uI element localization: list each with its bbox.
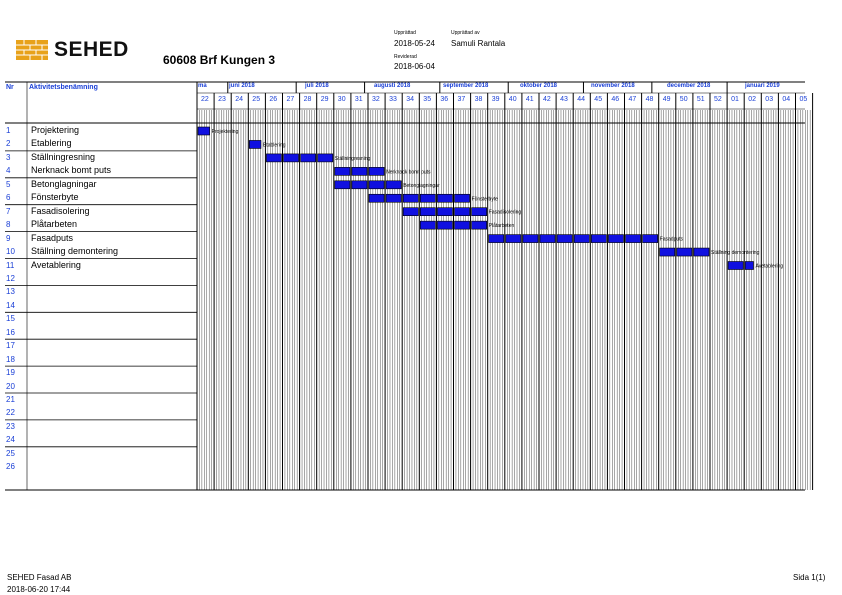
gantt-bar-label: Projektering xyxy=(211,129,239,135)
gantt-bar xyxy=(557,235,572,243)
week-label: 05 xyxy=(799,96,808,103)
row-number: 23 xyxy=(6,421,15,431)
gantt-bar xyxy=(369,181,384,189)
row-number: 16 xyxy=(6,327,15,337)
week-label: 49 xyxy=(662,96,671,103)
week-label: 48 xyxy=(645,96,654,103)
activity-name: Avetablering xyxy=(31,259,81,270)
activity-name: Fasadisolering xyxy=(31,205,90,216)
week-label: 40 xyxy=(508,96,517,103)
gantt-bar-label: Ställning demontering xyxy=(711,250,760,257)
month-label: oktober 2018 xyxy=(520,83,558,89)
gantt-bar xyxy=(335,167,350,175)
week-label: 45 xyxy=(594,96,603,103)
revised-label: Reviderad xyxy=(394,54,417,60)
created-date: 2018-05-24 xyxy=(394,39,435,48)
week-label: 25 xyxy=(252,96,261,103)
row-number: 8 xyxy=(6,220,11,230)
row-number: 15 xyxy=(6,314,15,324)
gantt-bar xyxy=(523,235,538,243)
row-number: 13 xyxy=(6,287,15,297)
gantt-bar xyxy=(301,154,316,162)
author-label: Upprättad av xyxy=(451,30,480,36)
gantt-bar xyxy=(284,154,299,162)
gantt-bar xyxy=(540,235,555,243)
week-label: 22 xyxy=(201,96,209,103)
row-number: 10 xyxy=(6,247,15,257)
gantt-bar xyxy=(437,221,452,229)
week-label: 23 xyxy=(218,96,226,103)
week-label: 33 xyxy=(389,96,397,103)
created-label: Upprättad xyxy=(394,30,416,36)
row-number: 12 xyxy=(6,273,15,283)
row-number: 20 xyxy=(6,381,15,391)
gantt-bar xyxy=(420,208,435,216)
week-label: 36 xyxy=(440,96,449,103)
gantt-bar xyxy=(386,181,401,189)
gantt-bar xyxy=(677,248,692,256)
week-label: 04 xyxy=(782,96,791,103)
activity-name: Ställning demontering xyxy=(31,246,119,257)
column-header-nr: Nr xyxy=(6,84,14,91)
logo-text: SEHED xyxy=(54,38,129,61)
week-label: 26 xyxy=(269,96,278,103)
week-label: 31 xyxy=(354,96,363,103)
author-name: Samuli Rantala xyxy=(451,39,506,48)
row-number: 17 xyxy=(6,341,15,351)
gantt-bar xyxy=(574,235,589,243)
month-label: december 2018 xyxy=(667,83,711,89)
row-number: 21 xyxy=(6,395,15,404)
week-label: 50 xyxy=(679,96,688,103)
week-label: 29 xyxy=(320,96,329,103)
gantt-bar xyxy=(403,208,418,216)
gantt-bar xyxy=(198,127,210,135)
row-number: 22 xyxy=(6,408,15,418)
activity-name: Etablering xyxy=(31,138,72,149)
row-number: 5 xyxy=(6,179,11,189)
week-label: 37 xyxy=(457,96,466,103)
gantt-bar xyxy=(728,262,743,270)
gantt-bar xyxy=(352,167,367,175)
week-label: 42 xyxy=(543,96,551,103)
week-label: 30 xyxy=(337,96,346,103)
gantt-bar xyxy=(420,221,435,229)
activity-name: Projektering xyxy=(31,125,80,135)
gantt-bar-label: Etablering xyxy=(262,142,286,149)
week-label: 38 xyxy=(474,96,483,103)
row-number: 6 xyxy=(6,193,11,203)
gantt-bar xyxy=(455,221,470,229)
gantt-bar xyxy=(437,208,452,216)
week-label: 24 xyxy=(235,96,243,103)
gantt-bar-label: Ställningresning xyxy=(334,155,371,162)
month-label: augusti 2018 xyxy=(374,83,411,89)
week-label: 52 xyxy=(714,96,722,103)
gantt-bar xyxy=(626,235,641,243)
month-label: september 2018 xyxy=(443,83,489,89)
week-label: 47 xyxy=(628,96,637,103)
activity-name: Fönsterbyte xyxy=(31,192,79,203)
gantt-bar xyxy=(403,194,418,202)
activity-name: Ställningresning xyxy=(31,151,96,162)
gantt-bar xyxy=(318,154,333,162)
gantt-bar-label: Nerknack bomt puts xyxy=(386,169,431,176)
week-label: 35 xyxy=(423,96,432,103)
month-label: juli 2018 xyxy=(305,83,329,89)
week-label: 43 xyxy=(560,96,568,103)
gantt-bar xyxy=(472,221,487,229)
gantt-bar xyxy=(335,181,350,189)
week-label: 28 xyxy=(303,96,312,103)
gantt-bar xyxy=(266,154,281,162)
gantt-bar xyxy=(369,167,384,175)
gantt-bar-label: Fönsterbyte xyxy=(471,196,499,203)
week-label: 02 xyxy=(748,96,756,103)
week-label: 41 xyxy=(525,96,534,103)
week-label: 51 xyxy=(696,96,705,103)
revised-date: 2018-06-04 xyxy=(394,62,435,71)
project-title: 60608 Brf Kungen 3 xyxy=(163,53,276,67)
gantt-bar xyxy=(455,208,470,216)
gantt-bar xyxy=(249,140,261,148)
gantt-bar xyxy=(455,194,470,202)
week-label: 34 xyxy=(406,96,414,103)
row-number: 9 xyxy=(6,233,11,243)
week-label: 46 xyxy=(611,96,620,103)
column-header-activity: Aktivitetsbenämning xyxy=(29,84,98,91)
row-number: 11 xyxy=(6,260,15,270)
row-number: 4 xyxy=(6,166,11,176)
gantt-bar xyxy=(352,181,367,189)
gantt-bar xyxy=(745,262,753,270)
gantt-bar xyxy=(369,194,384,202)
gantt-bar-label: Avetablering xyxy=(755,263,784,270)
row-number: 24 xyxy=(6,435,15,445)
gantt-bar-label: Plåtarbeten xyxy=(488,223,515,230)
gantt-bar xyxy=(437,194,452,202)
gantt-bar-label: Fasadisolering xyxy=(488,209,522,216)
footer-timestamp: 2018-06-20 17:44 xyxy=(7,585,71,594)
gantt-bar xyxy=(489,235,504,243)
row-number: 26 xyxy=(6,462,15,472)
row-number: 1 xyxy=(6,126,11,135)
row-number: 7 xyxy=(6,206,11,216)
gantt-bar xyxy=(591,235,606,243)
gantt-bar xyxy=(472,208,487,216)
month-label: ma xyxy=(198,83,207,89)
week-label: 44 xyxy=(577,96,585,103)
gantt-bar xyxy=(694,248,709,256)
gantt-bar xyxy=(386,194,401,202)
gantt-bar xyxy=(506,235,521,243)
activity-name: Betonglagningar xyxy=(31,178,97,189)
month-label: juni 2018 xyxy=(229,83,255,89)
week-label: 32 xyxy=(372,96,380,103)
month-label: januari 2019 xyxy=(745,83,780,89)
row-number: 14 xyxy=(6,300,15,310)
page-number: Sida 1(1) xyxy=(793,573,826,582)
week-label: 03 xyxy=(765,96,774,103)
row-number: 2 xyxy=(6,139,11,149)
gantt-bar xyxy=(660,248,675,256)
gantt-bar xyxy=(643,235,658,243)
activity-name: Fasadputs xyxy=(31,232,74,243)
gantt-bar-label: Fasadputs xyxy=(659,236,684,243)
activity-name: Plåtarbeten xyxy=(31,219,78,230)
row-number: 19 xyxy=(6,368,15,378)
month-label: november 2018 xyxy=(591,83,635,89)
gantt-bar xyxy=(420,194,435,202)
week-label: 01 xyxy=(731,96,739,103)
activity-name: Nerknack bomt puts xyxy=(31,165,112,176)
gantt-bar-label: Betonglagningar xyxy=(403,182,440,189)
gantt-bar xyxy=(608,235,623,243)
row-number: 18 xyxy=(6,354,15,364)
row-number: 25 xyxy=(6,448,15,458)
footer-company: SEHED Fasad AB xyxy=(7,573,72,582)
week-label: 39 xyxy=(491,96,500,103)
row-number: 3 xyxy=(6,152,11,162)
week-label: 27 xyxy=(286,96,295,103)
